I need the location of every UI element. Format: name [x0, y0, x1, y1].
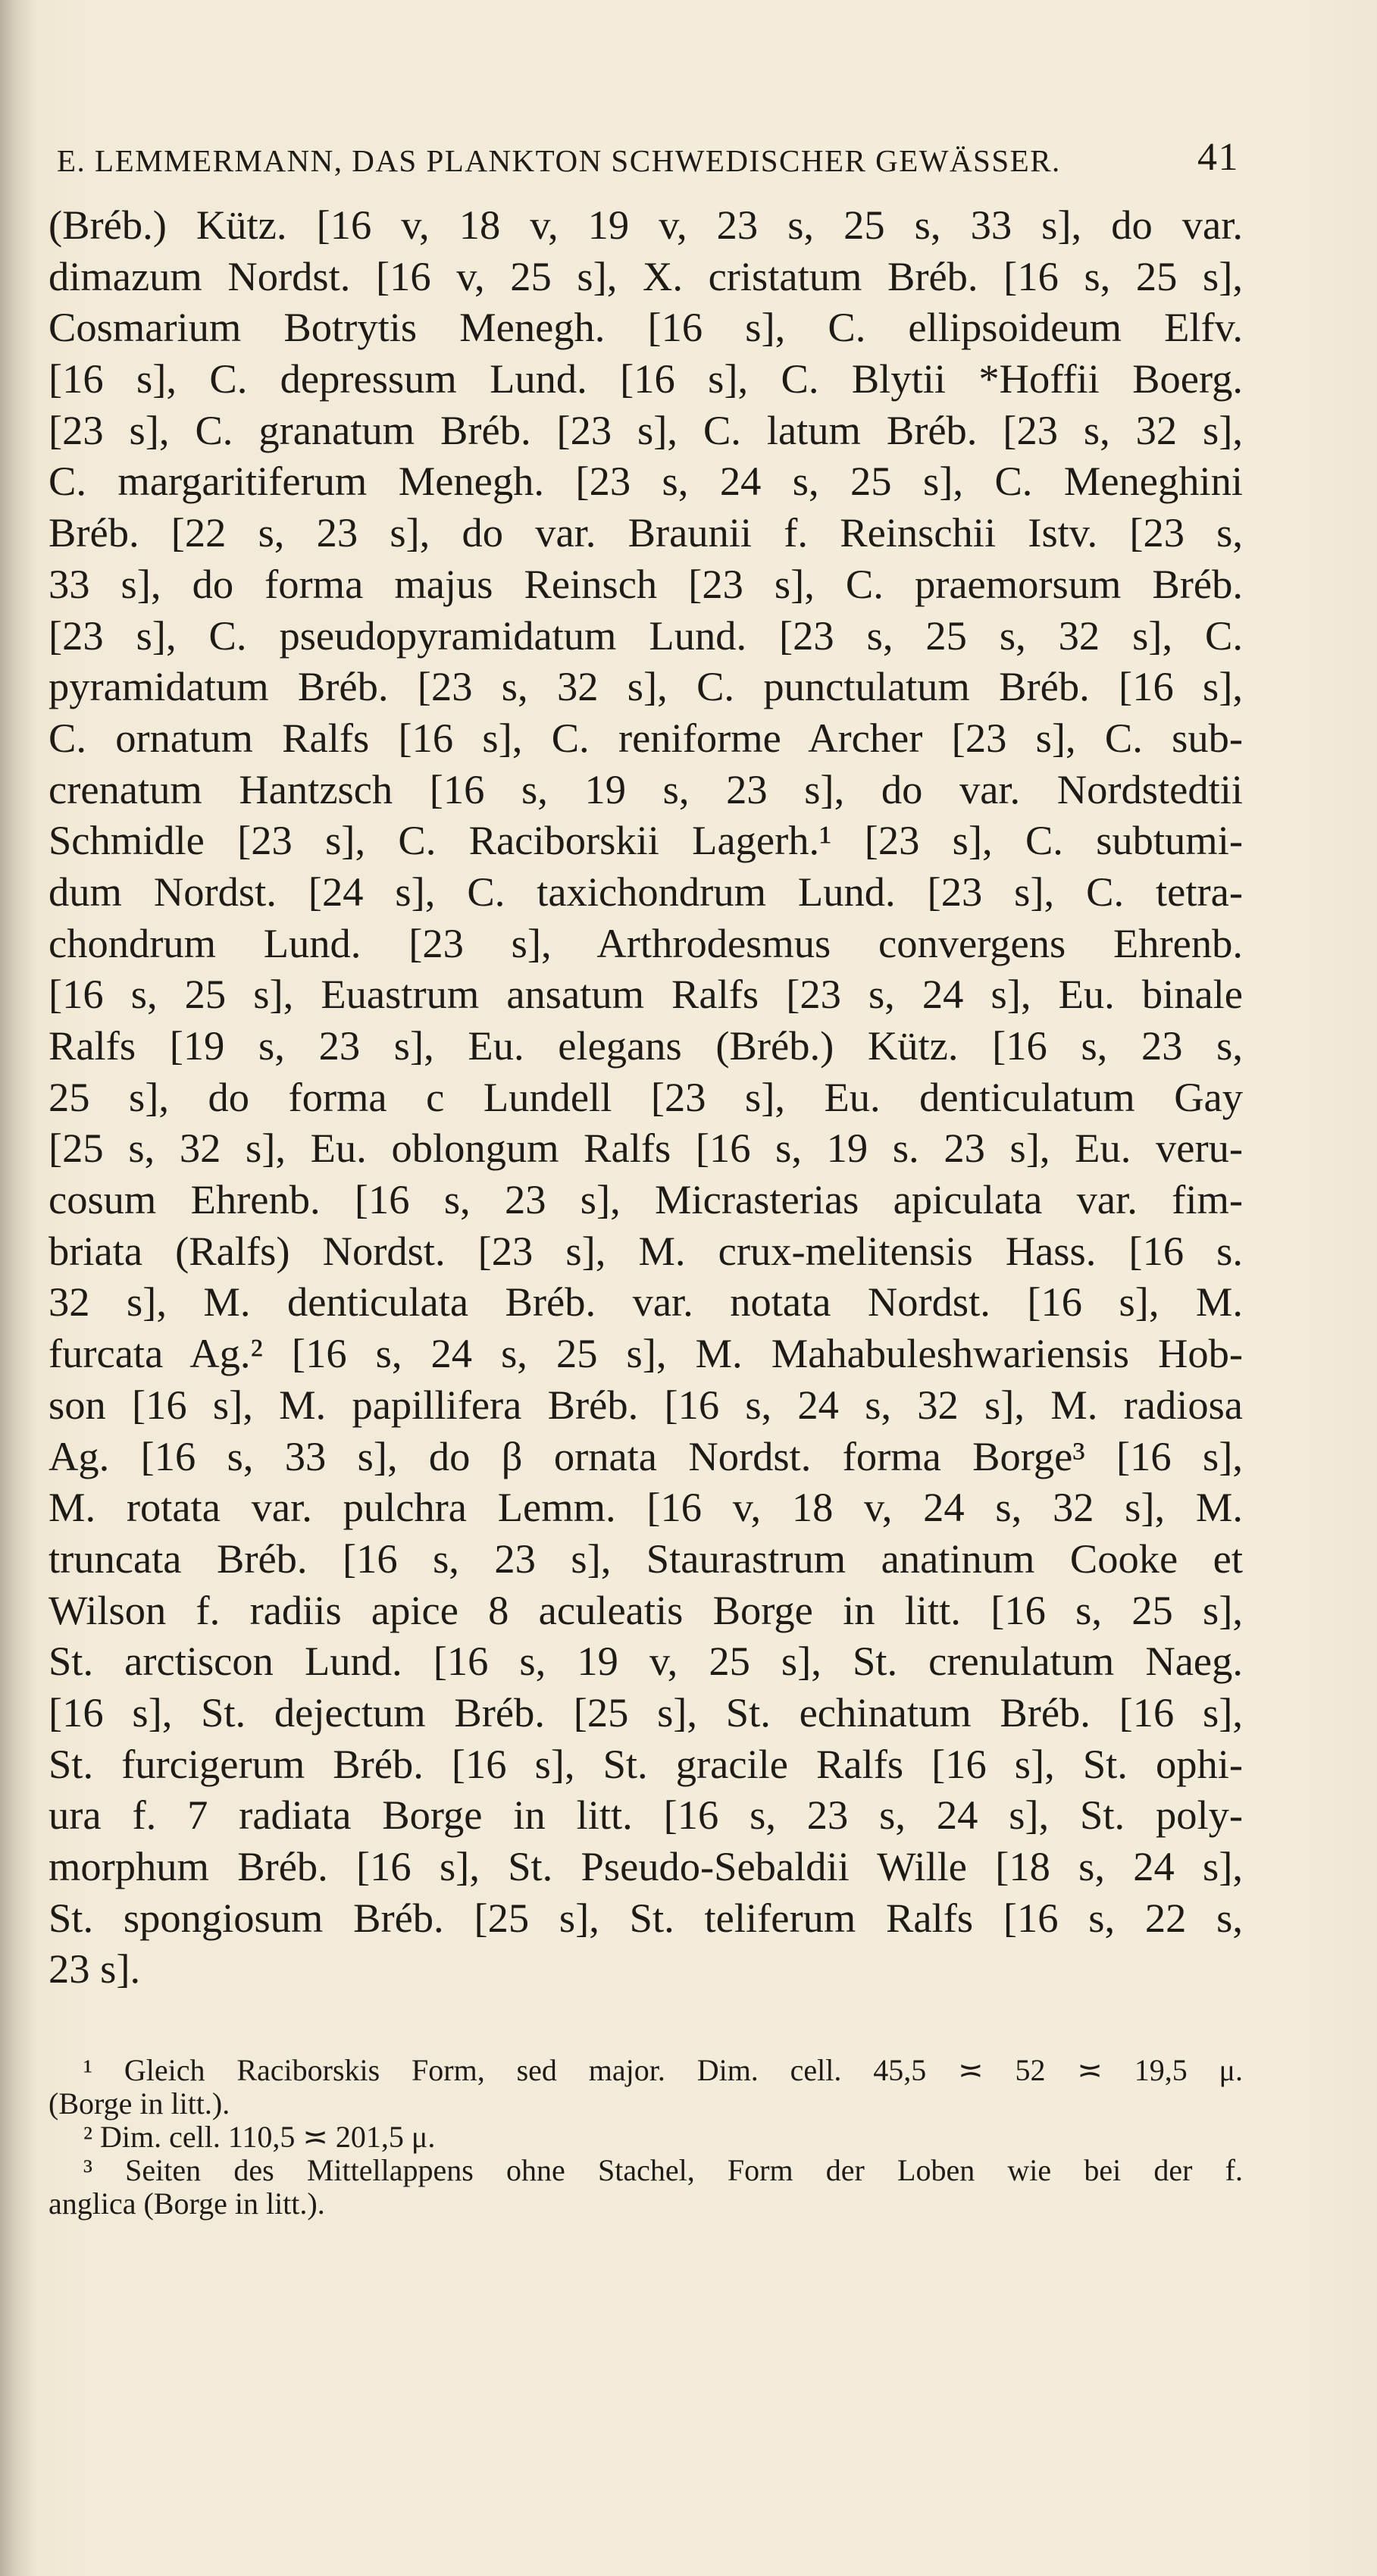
text-line: ura f. 7 radiata Borge in litt. [16 s, 23 s, 24 s], St. poly-: [49, 1792, 1243, 1839]
text-line: 33 s], do forma majus Reinsch [23 s], C. praemorsum Bréb.: [49, 560, 1243, 607]
text-line: [16 s], St. dejectum Bréb. [25 s], St. echinatum Bréb. [16 s],: [49, 1689, 1243, 1736]
text-line: [16 s], C. depressum Lund. [16 s], C. Blytii *Hoffii Boerg.: [49, 355, 1243, 402]
running-title: E. LEMMERMANN, DAS PLANKTON SCHWEDISCHER GEWÄSSER.: [57, 143, 1061, 178]
text-line: [23 s], C. pseudopyramidatum Lund. [23 s, 25 s, 32 s], C.: [49, 612, 1243, 659]
text-line: dimazum Nordst. [16 v, 25 s], X. cristatum Bréb. [16 s, 25 s],: [49, 252, 1243, 299]
text-line: 23 s].: [49, 1945, 141, 1992]
body-text: [49, 199, 1243, 1995]
footnote-3: ³ Seiten des Mittellappens ohne Stachel, Form der Loben wie bei der f.: [83, 2154, 1243, 2187]
text-line: St. spongiosum Bréb. [25 s], St. teliferum Ralfs [16 s, 22 s,: [49, 1894, 1243, 1941]
text-line: pyramidatum Bréb. [23 s, 32 s], C. punctulatum Bréb. [16 s],: [49, 663, 1243, 710]
page-header: [57, 133, 1239, 186]
text-line: [25 s, 32 s], Eu. oblongum Ralfs [16 s, 19 s. 23 s], Eu. veru-: [49, 1125, 1243, 1172]
text-line: Wilson f. radiis apice 8 aculeatis Borge in litt. [16 s, 25 s],: [49, 1586, 1243, 1633]
text-line: Bréb. [22 s, 23 s], do var. Braunii f. Reinschii Istv. [23 s,: [49, 509, 1243, 556]
page-number: 41: [1197, 136, 1239, 179]
text-line: Ralfs [19 s, 23 s], Eu. elegans (Bréb.) Kütz. [16 s, 23 s,: [49, 1022, 1243, 1069]
text-line: briata (Ralfs) Nordst. [23 s], M. crux-melitensis Hass. [16 s.: [49, 1227, 1243, 1274]
text-line: C. ornatum Ralfs [16 s], C. reniforme Archer [23 s], C. sub-: [49, 714, 1243, 761]
text-line: Schmidle [23 s], C. Raciborskii Lagerh.¹ [23 s], C. subtumi-: [49, 817, 1243, 864]
text-line: chondrum Lund. [23 s], Arthrodesmus convergens Ehrenb.: [49, 919, 1243, 966]
text-line: son [16 s], M. papillifera Bréb. [16 s, 24 s, 32 s], M. radiosa: [49, 1381, 1243, 1428]
footnotes: [49, 2054, 1243, 2221]
footnote-2: ² Dim. cell. 110,5 ≍ 201,5 μ.: [83, 2121, 436, 2154]
footnote-3-continuation: anglica (Borge in litt.).: [49, 2187, 325, 2221]
text-line: 25 s], do forma c Lundell [23 s], Eu. denticulatum Gay: [49, 1073, 1243, 1120]
text-line: Ag. [16 s, 33 s], do β ornata Nordst. forma Borge³ [16 s],: [49, 1432, 1243, 1479]
text-line: M. rotata var. pulchra Lemm. [16 v, 18 v, 24 s, 32 s], M.: [49, 1484, 1243, 1531]
text-line: [16 s, 25 s], Euastrum ansatum Ralfs [23 s, 24 s], Eu. binale: [49, 971, 1243, 1018]
text-line: crenatum Hantzsch [16 s, 19 s, 23 s], do var. Nordstedtii: [49, 765, 1243, 812]
text-line: C. margaritiferum Menegh. [23 s, 24 s, 25 s], C. Meneghini: [49, 458, 1243, 505]
text-line: St. arctiscon Lund. [16 s, 19 v, 25 s], St. crenulatum Naeg.: [49, 1638, 1243, 1685]
text-line: St. furcigerum Bréb. [16 s], St. gracile Ralfs [16 s], St. ophi-: [49, 1740, 1243, 1787]
text-line: [23 s], C. granatum Bréb. [23 s], C. latum Bréb. [23 s, 32 s],: [49, 406, 1243, 453]
text-line: 32 s], M. denticulata Bréb. var. notata Nordst. [16 s], M.: [49, 1279, 1243, 1326]
text-line: morphum Bréb. [16 s], St. Pseudo-Sebaldii Wille [18 s, 24 s],: [49, 1843, 1243, 1889]
footnote-1-continuation: (Borge in litt.).: [49, 2087, 230, 2121]
text-line: furcata Ag.² [16 s, 24 s, 25 s], M. Mahabuleshwariensis Hob-: [49, 1330, 1243, 1377]
footnote-1: ¹ Gleich Raciborskis Form, sed major. Dim. cell. 45,5 ≍ 52 ≍ 19,5 μ.: [83, 2054, 1243, 2087]
text-line: Cosmarium Botrytis Menegh. [16 s], C. ellipsoideum Elfv.: [49, 304, 1243, 351]
text-line: (Bréb.) Kütz. [16 v, 18 v, 19 v, 23 s, 25 s, 33 s], do var.: [49, 202, 1243, 248]
text-line: dum Nordst. [24 s], C. taxichondrum Lund. [23 s], C. tetra-: [49, 868, 1243, 915]
text-line: truncata Bréb. [16 s, 23 s], Staurastrum anatinum Cooke et: [49, 1535, 1243, 1582]
text-line: cosum Ehrenb. [16 s, 23 s], Micrasterias apiculata var. fim-: [49, 1176, 1243, 1223]
